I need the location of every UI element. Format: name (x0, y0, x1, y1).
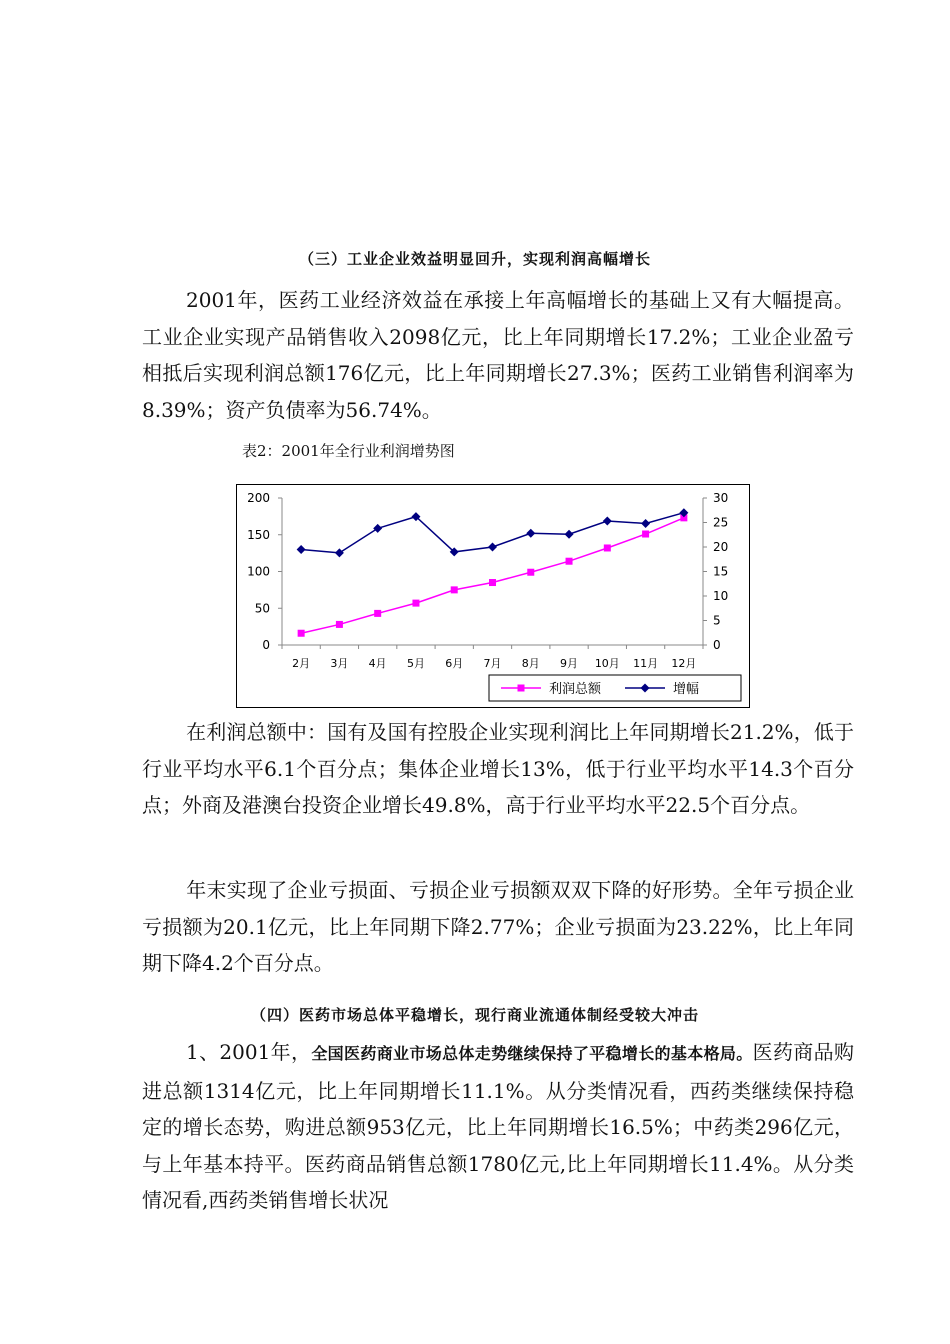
series-point-1 (373, 524, 382, 533)
left-tick-label: 50 (254, 601, 270, 616)
legend-label: 利润总额 (549, 682, 602, 697)
x-tick-label: 8月 (521, 657, 540, 670)
section-4-bold-lead: 全国医药商业市场总体走势继续保持了平稳增长的基本格局。 (311, 1044, 753, 1063)
x-tick-label: 7月 (483, 657, 502, 670)
section-3-heading: （三）工业企业效益明显回升，实现利润高幅增长 (298, 250, 651, 268)
left-tick-label: 0 (262, 638, 270, 652)
series-point-0 (451, 586, 458, 593)
right-tick-label: 10 (713, 589, 729, 603)
series-point-1 (641, 519, 650, 528)
section-3-paragraph: 2001年，医药工业经济效益在承接上年高幅增长的基础上又有大幅提高。工业企业实现产品销售收入2098亿元，比上年同期增长17.2%；工业企业盈亏相抵后实现利润总额176亿元，比上年同期增长27.3%；医药工业销售利润率为8.39%；资产负债率为56.74%。 (142, 288, 854, 422)
x-tick-label: 4月 (368, 657, 387, 670)
series-point-0 (566, 558, 573, 565)
profit-chart (236, 484, 750, 708)
profit-chart-svg (237, 485, 749, 707)
right-tick-label: 0 (713, 638, 721, 652)
series-point-1 (488, 543, 497, 552)
series-point-1 (335, 548, 344, 557)
right-tick-label: 30 (713, 491, 729, 505)
series-point-1 (565, 530, 574, 539)
section-4-paragraph: 1、2001年，全国医药商业市场总体走势继续保持了平稳增长的基本格局。医药商品购进总额1314亿元，比上年同期增长11.1%。从分类情况看，西药类继续保持稳定的增长态势，购进总额953亿元，比上年同期增长16.5%；中药类296亿元，与上年基本持平。医药商品销售总额1780亿元,比上年同期增长11.4%。从分类情况看,西药类销售增长状况 (142, 1040, 854, 1212)
x-tick-label: 12月 (671, 657, 697, 670)
profit-breakdown-paragraph: 在利润总额中：国有及国有控股企业实现利润比上年同期增长21.2%，低于行业平均水平6.1个百分点；集体企业增长13%，低于行业平均水平14.3个百分点；外商及港澳台投资企业增长49.8%，高于行业平均水平22.5个百分点。 (142, 720, 854, 817)
series-point-0 (527, 569, 534, 576)
series-point-0 (604, 544, 611, 551)
x-tick-label: 6月 (445, 657, 464, 670)
legend-swatch-marker (518, 685, 525, 692)
x-tick-label: 2月 (292, 657, 311, 670)
left-tick-label: 100 (247, 564, 270, 579)
series-point-1 (526, 529, 535, 538)
right-tick-label: 20 (713, 540, 729, 554)
x-tick-label: 10月 (594, 657, 620, 670)
series-point-0 (489, 579, 496, 586)
series-point-0 (336, 621, 343, 628)
right-tick-label: 15 (713, 564, 729, 579)
section-4-heading: （四）医药市场总体平稳增长，现行商业流通体制经受较大冲击 (250, 1006, 699, 1024)
left-tick-label: 200 (247, 491, 270, 505)
series-point-1 (297, 545, 306, 554)
x-tick-label: 5月 (406, 657, 425, 670)
chart-caption: 表2：2001年全行业利润增势图 (242, 442, 455, 460)
series-point-0 (412, 600, 419, 607)
right-tick-label: 5 (713, 613, 721, 628)
series-point-0 (642, 531, 649, 538)
series-point-0 (298, 630, 305, 637)
series-point-1 (603, 517, 612, 526)
series-line-0 (301, 518, 684, 633)
x-tick-label: 3月 (330, 657, 349, 670)
left-tick-label: 150 (247, 527, 270, 542)
legend-label: 增幅 (673, 682, 700, 697)
series-point-0 (374, 610, 381, 617)
loss-paragraph: 年末实现了企业亏损面、亏损企业亏损额双双下降的好形势。全年亏损企业亏损额为20.1亿元，比上年同期下降2.77%；企业亏损面为23.22%，比上年同期下降4.2个百分点。 (142, 878, 854, 975)
right-tick-label: 25 (713, 515, 729, 530)
x-tick-label: 9月 (560, 657, 579, 670)
x-tick-label: 11月 (633, 657, 659, 670)
